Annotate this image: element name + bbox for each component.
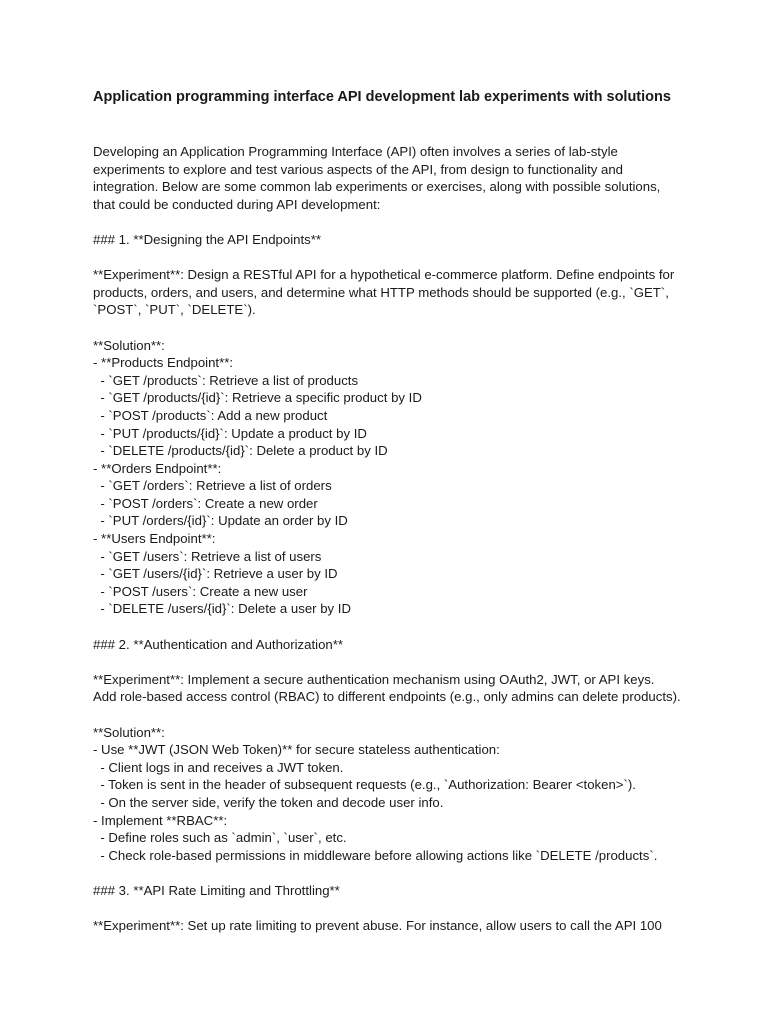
text-line: - `GET /orders`: Retrieve a list of orders [93,478,332,494]
text-line: - `POST /users`: Create a new user [93,583,308,599]
text-line: - `POST /products`: Add a new product [93,407,328,423]
blank-line [93,319,693,337]
text-line: - Client logs in and receives a JWT token. [93,759,344,775]
text-line: that could be conducted during API development: [93,196,381,212]
text-line: - Token is sent in the header of subsequent requests (e.g., `Authorization: Bearer <token>`). [93,777,636,793]
document-text [93,143,693,935]
blank-line [93,249,693,267]
text-line: - `DELETE /products/{id}`: Delete a product by ID [93,443,388,459]
text-line: - `GET /products`: Retrieve a list of products [93,372,359,388]
text-line: - `PUT /orders/{id}`: Update an order by ID [93,513,348,529]
text-line: ### 1. **Designing the API Endpoints** [93,231,322,247]
text-line: ### 3. **API Rate Limiting and Throttling** [93,882,340,898]
text-line: experiments to explore and test various aspects of the API, from design to functionality and [93,161,623,177]
text-line: **Solution**: [93,337,165,353]
blank-line [93,618,693,636]
text-line: ### 2. **Authentication and Authorization** [93,636,344,652]
text-line: - **Products Endpoint**: [93,355,234,371]
text-line: **Experiment**: Implement a secure authentication mechanism using OAuth2, JWT, or API keys. [93,671,655,687]
text-line: - `GET /users/{id}`: Retrieve a user by ID [93,566,338,582]
blank-line [93,213,693,231]
text-line: Developing an Application Programming Interface (API) often involves a series of lab-style [93,144,618,159]
text-line: `POST`, `PUT`, `DELETE`). [93,302,256,318]
text-line: - `GET /products/{id}`: Retrieve a specific product by ID [93,390,422,406]
text-line: Add role-based access control (RBAC) to different endpoints (e.g., only admins can delete products). [93,689,681,705]
text-line: - Implement **RBAC**: [93,812,228,828]
text-line: - `PUT /products/{id}`: Update a product by ID [93,425,367,441]
text-line: **Solution**: [93,724,165,740]
text-line: products, orders, and users, and determine what HTTP methods should be supported (e.g., `GET`, [93,284,669,300]
document-body [93,88,693,935]
text-line: - **Orders Endpoint**: [93,460,222,476]
text-line: **Experiment**: Set up rate limiting to prevent abuse. For instance, allow users to call the API 100 [93,918,662,934]
text-line: - Use **JWT (JSON Web Token)** for secure stateless authentication: [93,742,500,758]
text-line: - `GET /users`: Retrieve a list of users [93,548,322,564]
blank-line [93,653,693,671]
blank-line [93,706,693,724]
text-line: **Experiment**: Design a RESTful API for a hypothetical e-commerce platform. Define endpoints for [93,267,675,283]
blank-line [93,900,693,918]
text-line: - `POST /orders`: Create a new order [93,495,318,511]
document-title: Application programming interface API development lab experiments with solutions [93,89,671,105]
text-line: integration. Below are some common lab experiments or exercises, along with possible solutions, [93,179,661,195]
text-line: - Check role-based permissions in middleware before allowing actions like `DELETE /products`. [93,847,658,863]
text-line: - Define roles such as `admin`, `user`, etc. [93,830,347,846]
blank-line [93,864,693,882]
text-line: - **Users Endpoint**: [93,531,216,547]
text-line: - `DELETE /users/{id}`: Delete a user by ID [93,601,351,617]
text-line: - On the server side, verify the token and decode user info. [93,794,444,810]
